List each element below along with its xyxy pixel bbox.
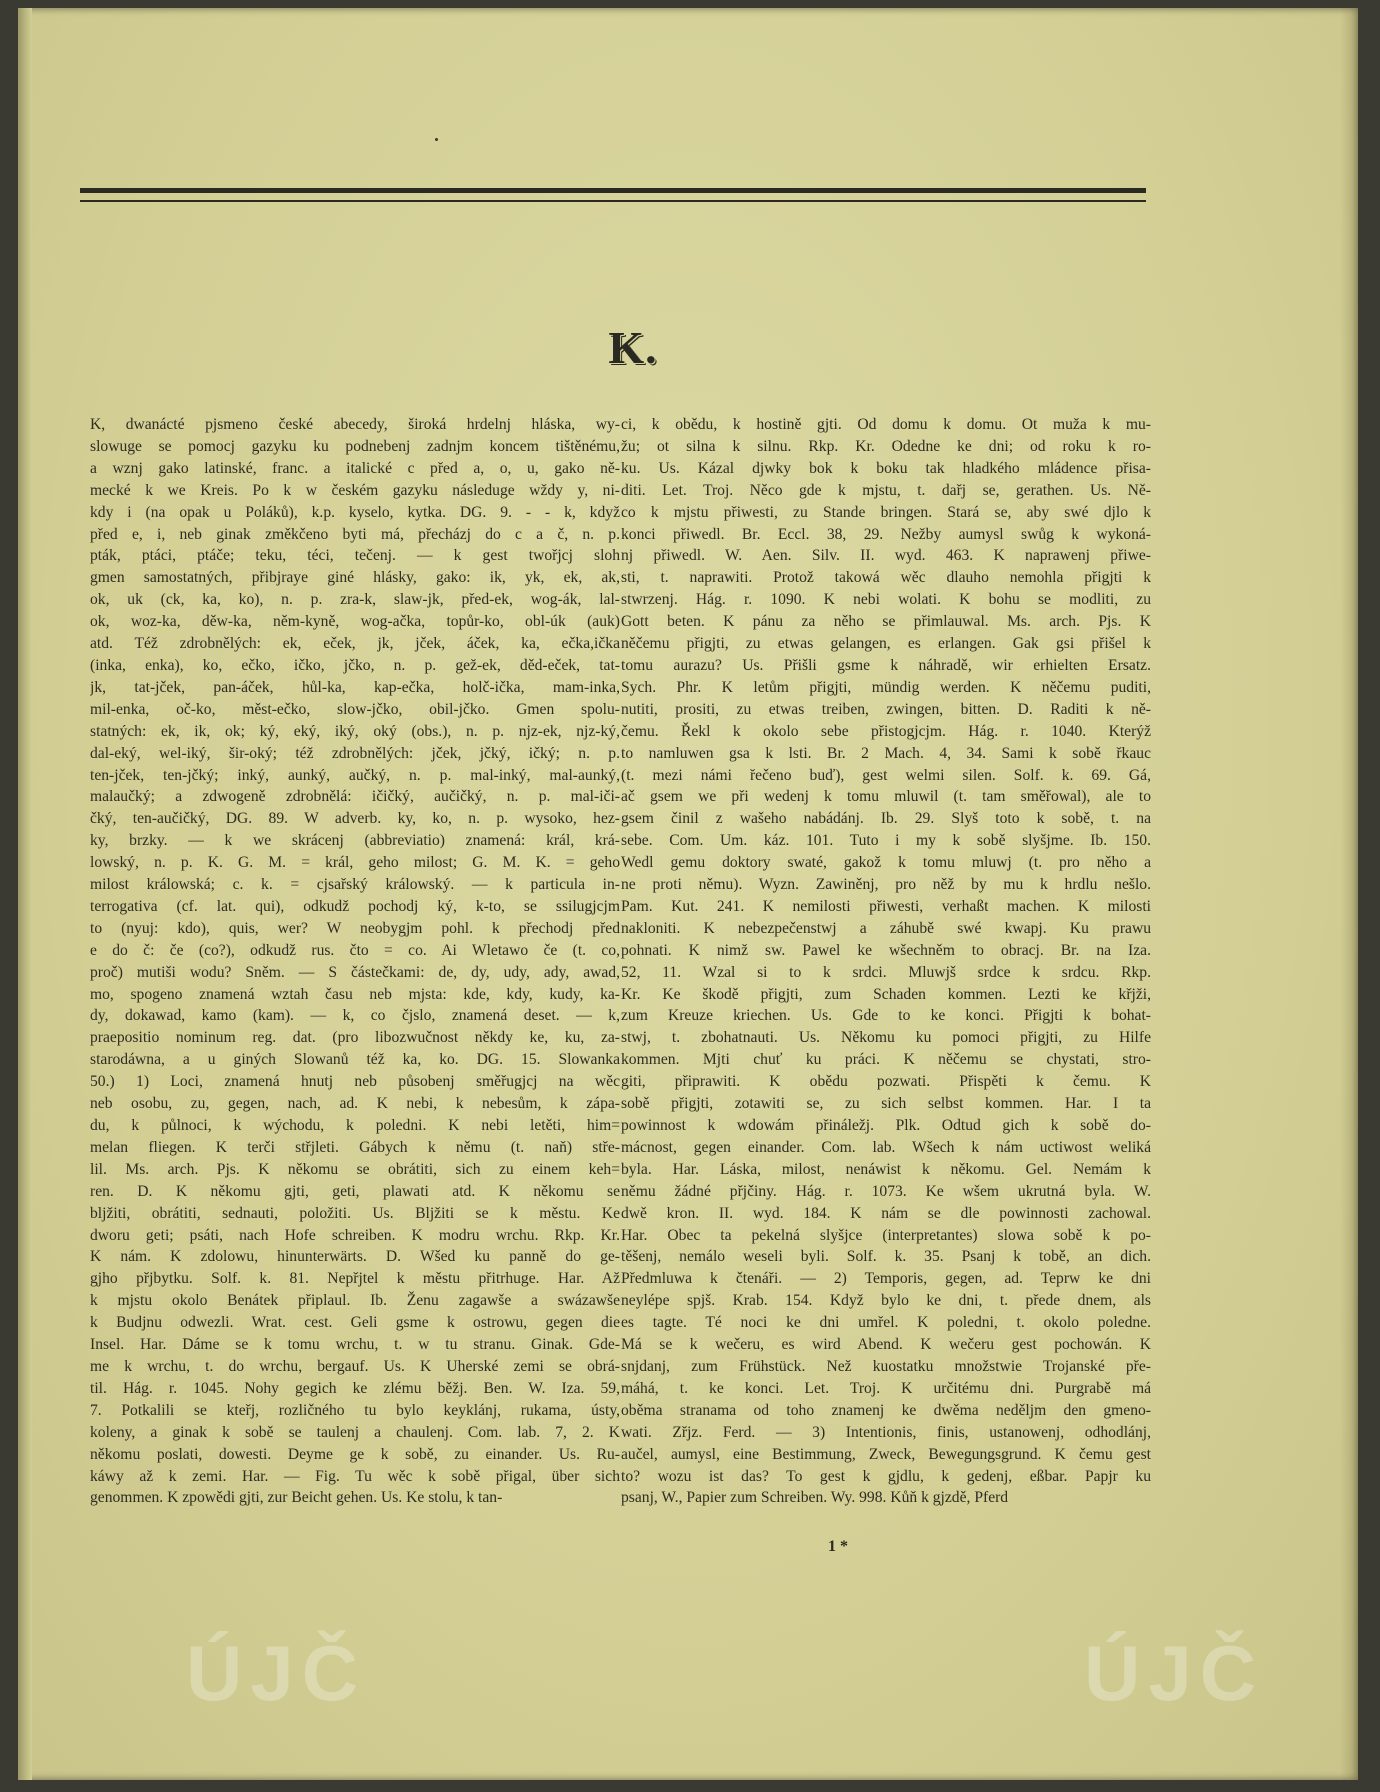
text-line: jk, tat-jček, pan-áček, hůl-ka, kap-ečka, holč-ička, mam-inka, [90,678,620,696]
ink-speck [435,138,438,141]
text-line: gjho přjbytku. Solf. k. 81. Nepřjtel k městu přitrhuge. Har. Až [90,1270,620,1288]
watermark-right: ÚJČ [1084,1629,1265,1717]
header-rule-thin [80,200,1146,202]
text-line: němu žádné přjčiny. Hág. r. 1073. Ke wšem ukrutná byla. W. [621,1182,1151,1200]
text-line: čký, ten-aučičký, DG. 89. W adverb. ky, ko, n. p. wysoko, hez- [90,810,620,828]
text-line: melan fliegen. K terči střjleti. Gábych k němu (t. naň) stře- [90,1138,620,1156]
text-line: ten-jček, ten-jčký; inký, aunký, aučký, n. p. mal-inký, mal-aunký, [90,766,620,784]
text-line: žu; ot silna k silnu. Rkp. Kr. Odedne ke dni; od roku k ro- [621,437,1151,455]
text-line: wati. Zřjz. Ferd. — 3) Intentionis, finis, ustanowenj, odhodlánj, [621,1423,1151,1441]
text-line: někomu poslati, dowesti. Deyme ge k sobě, zu einander. Us. Ru- [90,1445,620,1463]
text-line: stwrzenj. Hág. r. 1090. K nebi wolati. K bohu se modliti, zu [621,591,1151,609]
text-line: blјžiti, obrátiti, sednauti, položiti. Us. Blјžiti se k městu. Ke [90,1204,620,1222]
text-line: ač gsem we při wedenj k tomu mluwil (t. tam směřowal), ale to [621,788,1151,806]
text-line: praepositio nominum reg. dat. (pro libozwučnost někdy ke, ku, za- [90,1029,620,1047]
text-line: něčemu přigjti, zu etwas gelangen, es erlangen. Gak gsi přišel k [621,635,1151,653]
text-line: nj přiwedl. W. Aen. Silv. II. wyd. 463. K naprawenj přiwe- [621,547,1151,565]
text-line: Gott beten. K pánu za něho se přimlauwal. Ms. arch. Pjs. K [621,613,1151,631]
text-line: aučel, aumysl, eine Bestimmung, Zweck, Bewegungsgrund. K čemu gest [621,1445,1151,1463]
watermark-left: ÚJČ [186,1629,367,1717]
text-line: Kr. Ke škodě přigjti, zum Schaden kommen. Lezti ke křjži, [621,985,1151,1003]
text-line: statných: ek, ik, ok; ký, eký, iký, oký (obs.), n. p. njz-ek, njz-ký, [90,722,620,740]
text-line: dy, dokawad, kamo (kam). — k, co čjslo, znamená deset. — k, [90,1007,620,1025]
text-line: du, k půlnoci, k wýchodu, k poledni. K nebi letěti, him= [90,1117,620,1134]
text-line: ku. Us. Kázal djwky bok k boku tak hladkého mládence přisa- [621,459,1151,477]
text-line: oběma stranama od toho znamenj ke dwěma nedělјm den gmeno- [621,1401,1151,1419]
text-line: dworu geti; psáti, nach Hofe schreiben. K modru wrchu. Rkp. Kr. [90,1226,620,1244]
text-line: k Budjnu odwezli. Wrat. cest. Geli gsme k ostrowu, gegen die [90,1314,620,1332]
text-line: sebe. Com. Um. káz. 101. Tuto i my k sobě slyšjme. Ib. 150. [621,832,1151,850]
text-line: e do č: če (co?), odkudž rus. čto = co. Ai Wletawo če (t. co, [90,941,620,959]
text-line: giti, připrawiti. K obědu pozwati. Přispěti k čemu. K [621,1073,1151,1091]
text-line: sti, t. naprawiti. Protož takowá wěc dlauho nemohla přigjti k [621,569,1151,587]
text-line: to namluwen gsa k lsti. Br. 2 Mach. 4, 34. Sami k sobě řkauc [621,744,1151,762]
text-line: káwy až k zemi. Har. — Fig. Tu wěc k sobě přigal, über sich [90,1467,620,1485]
text-line: milost králowská; c. k. = cjsařský králowský. — k particula in- [90,876,620,894]
text-line: malaučký; a zdwogeně zdrobnělá: ičičký, aučičký, n. p. mal-iči- [90,788,620,806]
text-line: dal-eký, wel-iký, šir-oký; též zdrobnělých: jček, jčký, ičký; n. p. [90,744,620,762]
text-line: es tagte. Té noci ke dni umřel. K poledni, t. okolo poledne. [621,1314,1151,1332]
text-line: pták, ptáci, ptáče; teku, téci, tečenj. — k gest twořjcj sloh [90,547,620,565]
text-line: nutiti, prositi, zu etwas treiben, zwingen, bitten. D. Raditi k ně- [621,700,1151,718]
text-line: 52, 11. Wzal si to k srdci. Mluwjš srdce k srdcu. Rkp. [621,963,1151,981]
section-heading: K. [608,322,658,373]
text-line: ci, k obědu, k hostině gjti. Od domu k domu. Ot muža k mu- [621,416,1151,433]
text-line: Insel. Har. Dáme se k tomu wrchu, t. w tu stranu. Ginak. Gde- [90,1336,620,1354]
text-line: K, dwanácté pjsmeno české abecedy, široká hrdelnj hláska, wy- [90,416,620,433]
text-line: stwj, t. zbohatnauti. Us. Někomu ku pomoci přigjti, zu Hilfe [621,1029,1151,1047]
text-line: nakloniti. K nebezpečenstwj a záhubě swé kwapj. Ku prawu [621,919,1151,937]
text-line: ok, uk (ck, ka, ko), n. p. zra-k, slaw-jk, před-ek, wog-ák, lal- [90,591,620,609]
text-line: slowuge se pomocj gazyku ku podnebenj zadnjm koncem tištěnému, [90,437,620,455]
text-line: genommen. K zpowědi gjti, zur Beicht gehen. Us. Ke stolu, k tan- [90,1489,503,1507]
text-line: terrogativa (cf. lat. qui), odkudž pochodj ký, k-to, se ssilugjcjm [90,897,620,915]
text-line: lowský, n. p. K. G. M. = král, geho milost; G. M. K. = geho [90,854,620,872]
text-line: neylépe spjš. Krab. 154. Když bylo ke dni, t. přede dnem, als [621,1292,1151,1310]
text-line: 7. Potkalili se kteřj, rozličného tu bylo keyklánj, rukama, ústy, [90,1401,620,1419]
text-line: powinnost k wdowám přináležj. Plk. Odtud gich k sobě do- [621,1117,1151,1134]
text-line: Předmluwa k čtenáři. — 2) Temporis, gegen, ad. Teprw ke dni [621,1270,1151,1288]
text-line: K nám. K zdolowu, hinunterwärts. D. Wšed ku panně do ge- [90,1248,620,1266]
text-line: Pam. Kut. 241. K nemilosti přiwesti, verhaßt machen. K milosti [621,897,1151,915]
text-line: lil. Ms. arch. Pjs. K někomu se obrátiti, sich zu einem keh= [90,1160,620,1178]
text-line: starodáwna, a u giných Slowanů též ka, ko. DG. 15. Slowanka [90,1051,620,1069]
text-line: kdy i (na opak u Poláků), k.p. kyselo, kytka. DG. 9. - - k, když [90,503,620,521]
text-line: Sych. Phr. K letům přigjti, mündig werden. K něčemu puditi, [621,678,1151,696]
text-line: diti. Let. Troj. Něco gde k mjstu, t. dařj se, gerathen. Us. Ně- [621,481,1151,499]
text-line: tomu aurazu? Us. Přišli gsme k náhradě, wir erhielten Ersatz. [621,656,1151,674]
right-column [621,414,1151,1509]
text-line: gmen samostatných, přibjraye giné hlásky, gako: ik, yk, ek, ak, [90,569,620,587]
text-line: Má se k wečeru, es wird Abend. K wečeru gest pochowán. K [621,1336,1151,1354]
text-line: Wedl gemu doktory swaté, gakož k tomu mluwj (t. pro něho a [621,854,1151,872]
text-line: koleny, a ginak k sobě se taulenj a chaulenj. Com. lab. 7, 2. K [90,1423,620,1441]
text-line: máhá, t. ke konci. Let. Troj. K určitému dni. Purgrabě má [621,1379,1151,1397]
text-line: sobě přigjti, zotawiti se, zu sich selbst kommen. Har. I ta [621,1095,1151,1113]
text-line: čemu. Řekl k okolo sebe přistogjcjm. Hág. r. 1040. Kterýž [621,722,1151,740]
text-line: pohnati. K nimž sw. Pawel ke wšechněm to obracj. Br. na Iza. [621,941,1151,959]
text-line: gsem činil z wašeho nabádánj. Ib. 29. Slyš toto k sobě, t. na [621,810,1151,828]
text-line: Har. Obec ta pekelná slyšjce (interpretantes) slowa sobě k po- [621,1226,1151,1244]
text-line: ok, woz-ka, děw-ka, něm-kyně, wog-ačka, topůr-ko, obl-úk (auk) [90,613,620,631]
text-line: zum Kreuze kriechen. Us. Gde to ke konci. Přigjti k bohat- [621,1007,1151,1025]
text-line: ky, brzky. — k we skrácenj (abbreviatio) znamená: král, krá- [90,832,620,850]
left-column [90,414,620,1509]
text-line: psanj, W., Papier zum Schreiben. Wy. 998. Kůň k gjzdě, Pferd [621,1489,1009,1507]
page-edge-shadow [1340,8,1358,1780]
text-line: kommen. Mjti chuť ku práci. K něčemu se chystati, stro- [621,1051,1151,1069]
text-line: byla. Har. Láska, milost, nenáwist k někomu. Gel. Nemám k [621,1160,1151,1178]
text-line: ne proti němu). Wyzn. Zawiněnj, pro něž by mu k hrdlu nešlo. [621,876,1151,894]
text-line: neb osobu, zu, gegen, nach, ad. K nebi, k nebesům, k zápa- [90,1095,620,1113]
text-line: (inka, enka), ko, ečko, ičko, jčko, n. p. gež-ek, děd-eček, tat- [90,656,620,674]
text-line: to? wozu ist das? To gest k gjdlu, k gedenj, eßbar. Papjr ku [621,1467,1151,1485]
text-line: dwě kron. II. wyd. 184. K nám se dle powinnosti zachowal. [621,1204,1151,1222]
text-line: 50.) 1) Loci, znamená hnutj neb působenj směřugjcj na wěc [90,1073,620,1091]
text-line: a wznj gako latinské, franc. a italické c před a, o, u, gako ně- [90,459,620,477]
page-number: 1 * [828,1538,848,1555]
text-line: k mjstu okolo Benátek připlaul. Ib. Ženu zagawše a swázawše [90,1292,620,1310]
text-line: ren. D. K někomu gjti, geti, plawati atd. K někomu se [90,1182,620,1200]
text-line: těšenj, nemálo weseli byli. Solf. k. 35. Psanj k tobě, an dich. [621,1248,1151,1266]
text-line: atd. Též zdrobnělých: ek, eček, jk, jček, áček, ka, ečka,ička [90,635,620,653]
dictionary-page [18,8,1358,1780]
text-line: to (nyuj: kdo), quis, wer? W neobygjm pohl. k přechodj před [90,919,620,937]
text-line: mo, spogeno znamená wztah času neb mjsta: kde, kdy, kudy, ka- [90,985,620,1003]
text-line: me k wrchu, t. do wrchu, bergauf. Us. K Uherské zemi se obrá- [90,1357,620,1375]
text-line: til. Hág. r. 1045. Nohy gegich ke zlému běžj. Ben. W. Iza. 59, [90,1379,620,1397]
text-line: co k mjstu přiwesti, zu Stande bringen. Stará se, aby swé djlo k [621,503,1151,521]
text-line: konci přiwedl. Br. Eccl. 38, 29. Nežby aumysl swůg k wykoná- [621,525,1151,543]
text-line: proč) mutiši wodu? Sněm. — S částečkami: de, dy, udy, ady, awad, [90,963,620,981]
text-line: snjdanj, zum Frühstück. Než kuostatku množstwie Trojanské pře- [621,1357,1151,1375]
text-line: mácnost, gegen einander. Com. lab. Wšech k nám uctiwost weliká [621,1138,1151,1156]
text-line: mil-enka, oč-ko, měst-ečko, slow-jčko, obil-jčko. Gmen spolu- [90,700,620,718]
text-line: před e, i, neb ginak změkčeno byti má, přecházj do c a č, n. p. [90,525,620,543]
text-line: (t. mezi námi řečeno buď), gest welmi silen. Solf. k. 69. Gá, [621,766,1151,784]
header-rule-thick [80,188,1146,193]
text-line: mecké k we Kreis. Po k w českém gazyku následuge wždy y, ni- [90,481,620,499]
